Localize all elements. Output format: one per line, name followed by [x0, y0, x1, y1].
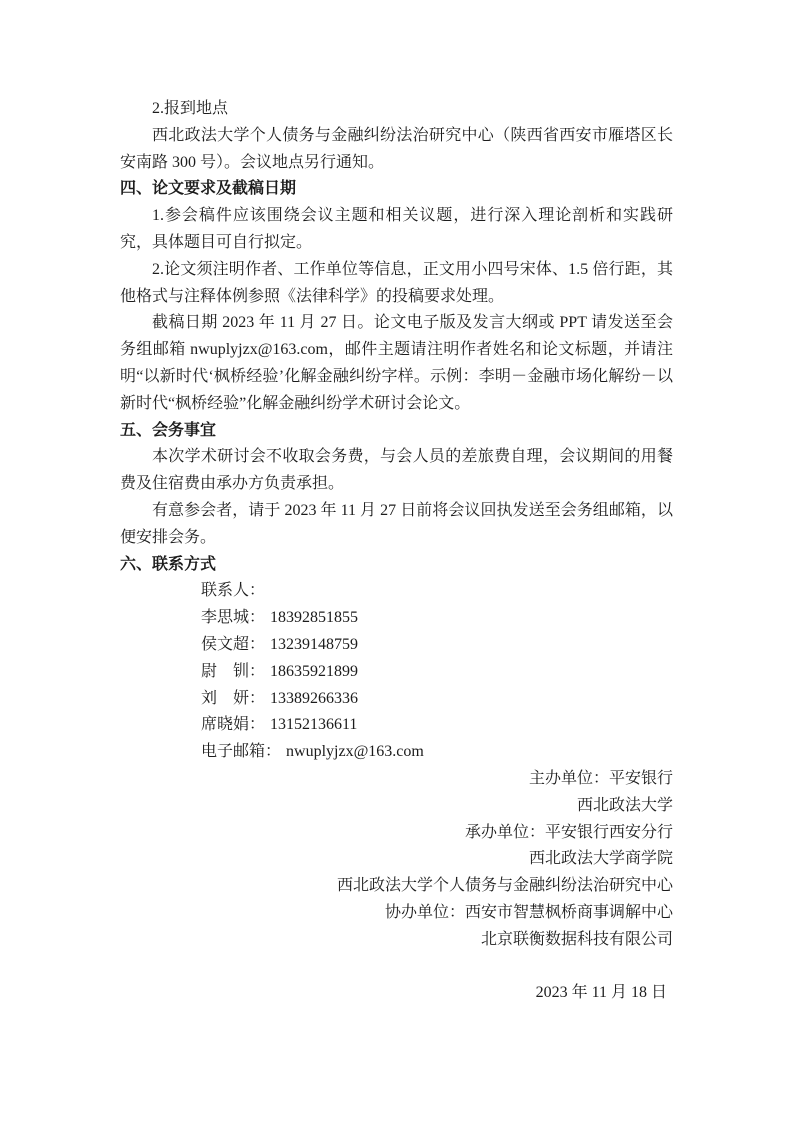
- contact-row: [201, 659, 673, 686]
- section-heading-paper-requirements: 四、论文要求及截稿日期: [120, 180, 297, 198]
- contact-phone: 18635921899: [270, 662, 359, 680]
- organizer-list: [120, 766, 673, 954]
- contact-list-header: [201, 578, 673, 605]
- para-registration-location-heading: 2.报到地点: [152, 100, 229, 117]
- contact-name: 侯文超：: [201, 635, 266, 653]
- section-heading-contact: 六、联系方式: [120, 555, 217, 573]
- organizer-line-undertaker: 承办单位：平安银行西安分行: [464, 823, 673, 841]
- contact-row: [201, 712, 673, 739]
- para-fees: 本次学术研讨会不收取会务费，与会人员的差旅费自理，会议期间的用餐费及住宿费由承办方负责承担。: [120, 448, 673, 493]
- contact-row-email: [201, 739, 673, 766]
- para-reply-deadline: 有意参会者，请于 2023 年 11 月 27 日前将会议回执发送至会务组邮箱，以便安排会务。: [120, 501, 673, 546]
- contact-name: 席晓娟：: [201, 716, 266, 734]
- contact-phone: 13152136611: [270, 716, 358, 734]
- contact-phone: 13389266336: [270, 689, 359, 707]
- organizer-line-undertaker-2: 西北政法大学商学院: [528, 850, 673, 868]
- contact-phone: 13239148759: [270, 635, 359, 653]
- para-deadline-submission: 截稿日期 2023 年 11 月 27 日。论文电子版及发言大纲或 PPT 请发送至会务组邮箱 nwuplyjzx@163.com，邮件主题请注明作者姓名和论文标题，并请注明“以新时代‘枫桥经验’化解金融纠纷字样。示例：李明－金融市场化解纷－以新时代“枫桥经验”化解金融纠纷学术研讨会论文。: [120, 314, 673, 412]
- contact-row: [201, 686, 673, 713]
- organizer-line-undertaker-3: 西北政法大学个人债务与金融纠纷法治研究中心: [336, 877, 673, 895]
- organizer-line-host-2: 西北政法大学: [576, 796, 673, 814]
- organizer-line-host: 主办单位：平安银行: [528, 769, 673, 787]
- contact-name: 李思城：: [201, 609, 266, 627]
- section-heading-conference-affairs: 五、会务事宜: [120, 421, 217, 439]
- contact-name: 刘 妍：: [201, 689, 266, 707]
- contact-name: 尉 钏：: [201, 662, 266, 680]
- document-date: 2023 年 11 月 18 日: [535, 984, 667, 1002]
- para-paper-topic: 1.参会稿件应该围绕会议主题和相关议题，进行深入理论剖析和实践研究，具体题目可自行拟定。: [120, 207, 673, 251]
- para-registration-location: 西北政法大学个人债务与金融纠纷法治研究中心（陕西省西安市雁塔区长安南路 300 号）。会议地点另行通知。: [120, 126, 673, 171]
- blank-line: [120, 954, 673, 981]
- contact-list: [120, 578, 673, 766]
- contact-row: [201, 605, 673, 632]
- contact-phone: 18392851855: [270, 609, 359, 627]
- contact-email-label: 电子邮箱：: [201, 743, 282, 761]
- contact-email: nwuplyjzx@163.com: [286, 743, 424, 761]
- contact-row: [201, 632, 673, 659]
- para-paper-format: 2.论文须注明作者、工作单位等信息，正文用小四号宋体、1.5 倍行距，其他格式与注释体例参照《法律科学》的投稿要求处理。: [120, 260, 673, 305]
- organizer-line-co-organizer-2: 北京联衡数据科技有限公司: [480, 930, 673, 948]
- contact-header-label: 联系人：: [201, 582, 266, 600]
- organizer-line-co-organizer: 协办单位：西安市智慧枫桥商事调解中心: [384, 903, 673, 921]
- document-content: [120, 96, 673, 1007]
